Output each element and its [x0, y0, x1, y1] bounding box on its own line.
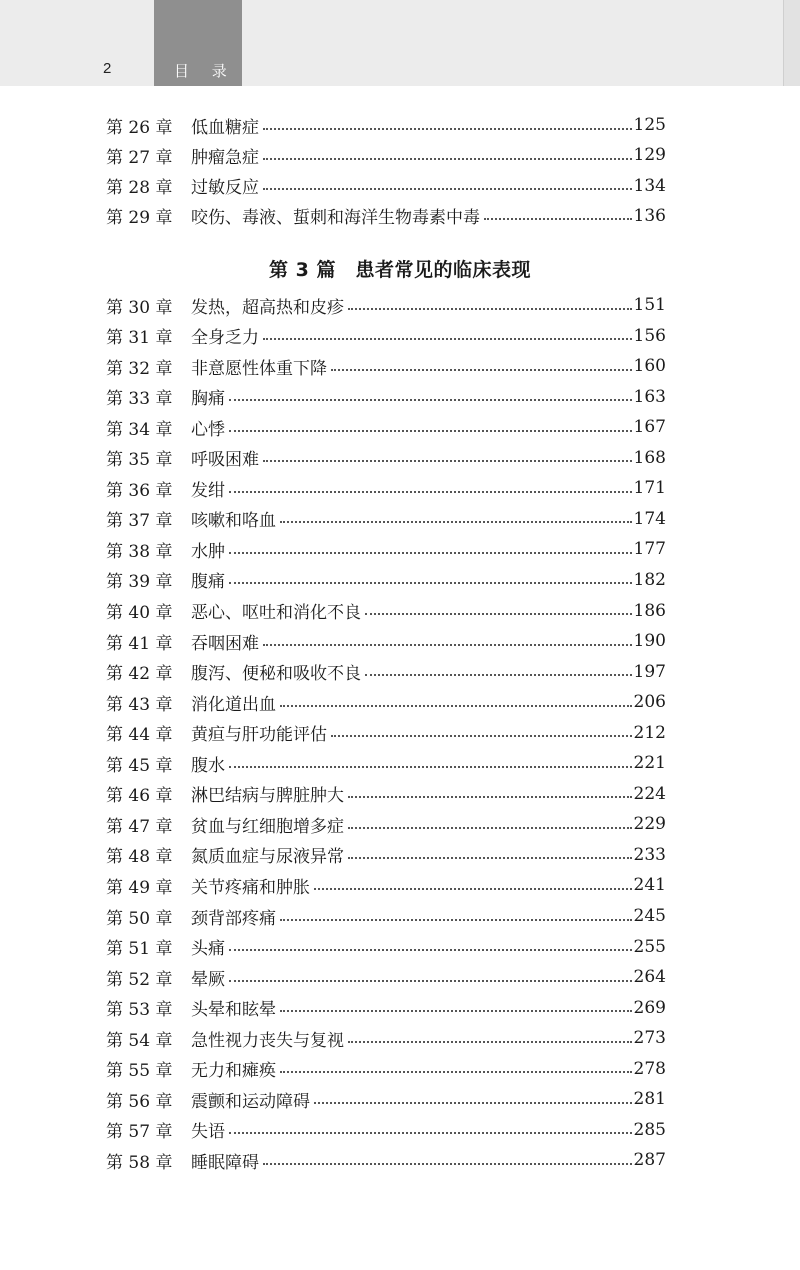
dot-leader [263, 127, 632, 130]
chapter-title: 非意愿性体重下降 [191, 358, 327, 379]
dot-leader [229, 429, 632, 432]
page-number-ref: 255 [633, 936, 666, 957]
chapter-number: 第 34 章 [106, 419, 173, 440]
page-number-ref: 241 [633, 875, 666, 896]
dot-leader [229, 948, 632, 951]
dot-leader [348, 1040, 632, 1043]
chapter-number: 第 48 章 [106, 847, 173, 868]
dot-leader [348, 795, 632, 798]
page-number-ref: 168 [633, 447, 666, 468]
toc-entry[interactable] [106, 628, 666, 654]
chapter-number: 第 31 章 [106, 328, 173, 349]
chapter-title: 睡眠障碍 [191, 1152, 259, 1173]
dot-leader [314, 1101, 632, 1104]
page-number-ref: 163 [633, 386, 666, 407]
chapter-title: 氮质血症与尿液异常 [191, 847, 344, 868]
chapter-number: 第 30 章 [106, 297, 173, 318]
page-number-ref: 278 [633, 1058, 666, 1079]
chapter-number: 第 43 章 [106, 694, 173, 715]
page-edge [783, 0, 800, 86]
dot-leader [229, 765, 632, 768]
toc-entry[interactable] [106, 384, 666, 410]
part-title: 第 3 篇 患者常见的临床表现 [269, 259, 531, 281]
page-number-ref: 245 [633, 906, 666, 926]
toc-entry[interactable] [106, 659, 666, 685]
chapter-number: 第 44 章 [106, 725, 173, 746]
page-number-ref: 197 [633, 661, 666, 682]
dot-leader [348, 826, 632, 829]
chapter-number: 第 41 章 [106, 633, 173, 654]
page-number-ref: 273 [633, 1028, 666, 1049]
chapter-number: 第 33 章 [106, 389, 173, 410]
chapter-title: 发绀 [191, 480, 225, 501]
page-number-ref: 233 [633, 844, 666, 865]
chapter-number: 第 42 章 [106, 664, 173, 685]
chapter-title: 吞咽困难 [191, 633, 259, 654]
page-number-ref: 264 [633, 967, 666, 988]
toc-entry[interactable] [106, 964, 666, 990]
page-number-ref: 151 [633, 295, 666, 315]
chapter-number: 第 51 章 [106, 939, 173, 960]
chapter-title: 消化道出血 [191, 694, 276, 715]
chapter-title: 头痛 [191, 939, 225, 960]
toc-entry[interactable] [106, 995, 666, 1021]
chapter-title: 恶心、呕吐和消化不良 [191, 603, 361, 623]
chapter-number: 第 37 章 [106, 511, 173, 532]
chapter-title: 低血糖症 [191, 117, 259, 138]
toc-entry[interactable] [106, 142, 666, 168]
page-number-ref: 281 [633, 1089, 666, 1110]
toc-entry[interactable] [106, 173, 666, 199]
chapter-title: 腹水 [191, 755, 225, 776]
page-number-ref: 287 [633, 1150, 666, 1171]
chapter-title: 过敏反应 [191, 178, 259, 199]
toc-entry[interactable] [106, 903, 666, 929]
chapter-number: 第 36 章 [106, 480, 173, 501]
chapter-title: 关节疼痛和肿胀 [191, 877, 310, 898]
toc-entry[interactable] [106, 323, 666, 349]
chapter-title: 淋巴结病与脾脏肿大 [191, 786, 344, 807]
toc-entry[interactable] [106, 445, 666, 471]
chapter-title: 无力和瘫痪 [191, 1061, 276, 1082]
dot-leader [348, 856, 632, 859]
chapter-number: 第 38 章 [106, 541, 173, 562]
toc-entry[interactable] [106, 1117, 666, 1143]
chapter-number: 第 54 章 [106, 1030, 173, 1051]
page-number-ref: 171 [633, 478, 666, 499]
dot-leader [280, 1070, 632, 1073]
dot-leader [365, 612, 632, 615]
chapter-title: 肿瘤急症 [191, 147, 259, 168]
dot-leader [365, 673, 632, 676]
dot-leader [263, 187, 632, 190]
page-number-ref: 229 [633, 814, 666, 835]
dot-leader [229, 398, 632, 401]
chapter-number: 第 45 章 [106, 755, 173, 776]
chapter-number: 第 55 章 [106, 1061, 173, 1082]
toc-entry[interactable] [106, 112, 666, 138]
toc-entry[interactable] [106, 353, 666, 379]
chapter-title: 全身乏力 [191, 328, 259, 349]
chapter-title: 震颤和运动障碍 [191, 1091, 310, 1112]
chapter-number: 第 46 章 [106, 786, 173, 807]
dot-leader [280, 1009, 632, 1012]
page-number-ref: 285 [633, 1119, 666, 1140]
toc-entry[interactable] [106, 414, 666, 440]
chapter-number: 第 39 章 [106, 572, 173, 593]
page-number-ref: 136 [633, 205, 666, 226]
toc-entry[interactable] [106, 1056, 666, 1082]
dot-leader [229, 551, 632, 554]
chapter-number: 第 35 章 [106, 450, 173, 471]
chapter-number: 第 50 章 [106, 908, 173, 929]
page-number-ref: 212 [633, 722, 666, 743]
toc-entry[interactable] [106, 781, 666, 807]
page-number-ref: 186 [633, 600, 666, 621]
chapter-title: 晕厥 [191, 969, 225, 990]
chapter-number: 第 58 章 [106, 1152, 173, 1173]
toc-entry[interactable] [106, 536, 666, 562]
toc-entry[interactable] [106, 567, 666, 593]
chapter-title: 水肿 [191, 541, 225, 562]
section-label: 目 录 [174, 62, 236, 80]
toc-entry[interactable] [106, 506, 666, 532]
page-number-ref: 134 [633, 175, 666, 196]
toc-entry[interactable] [106, 811, 666, 837]
page-number-ref: 190 [633, 631, 666, 652]
dot-leader [263, 643, 632, 646]
dot-leader [263, 157, 632, 160]
section-tab [154, 0, 242, 86]
toc-entry[interactable] [106, 292, 666, 318]
page-number-ref: 129 [633, 145, 666, 166]
chapter-number: 第 29 章 [106, 208, 173, 229]
toc-entry[interactable] [106, 475, 666, 501]
page-number-ref: 221 [633, 753, 666, 774]
dot-leader [331, 734, 632, 737]
dot-leader [229, 1131, 632, 1134]
dot-leader [484, 217, 632, 220]
chapter-number: 第 32 章 [106, 358, 173, 379]
chapter-title: 黄疸与肝功能评估 [191, 725, 327, 746]
dot-leader [280, 918, 632, 921]
chapter-number: 第 26 章 [106, 117, 173, 138]
chapter-title: 发热，超高热和皮疹 [191, 297, 344, 318]
page-number-ref: 167 [633, 417, 666, 438]
page-number-ref: 177 [633, 539, 666, 560]
chapter-title: 急性视力丧失与复视 [191, 1030, 344, 1051]
page-number-ref: 269 [633, 997, 666, 1018]
chapter-number: 第 52 章 [106, 969, 173, 990]
toc-entry[interactable] [106, 872, 666, 898]
chapter-number: 第 56 章 [106, 1091, 173, 1112]
page-number: 2 [103, 60, 112, 77]
toc-entry[interactable] [106, 203, 666, 229]
dot-leader [280, 520, 632, 523]
dot-leader [229, 581, 632, 584]
chapter-title: 心悸 [191, 419, 225, 440]
toc-entry[interactable] [106, 1086, 666, 1112]
chapter-number: 第 28 章 [106, 178, 173, 199]
page-number-ref: 125 [633, 115, 666, 135]
chapter-title: 咳嗽和咯血 [191, 511, 276, 532]
chapter-number: 第 49 章 [106, 877, 173, 898]
chapter-title: 头晕和眩晕 [191, 1000, 276, 1021]
chapter-number: 第 53 章 [106, 1000, 173, 1021]
chapter-title: 腹痛 [191, 572, 225, 593]
page-number-ref: 206 [633, 692, 666, 713]
toc-entry[interactable] [106, 689, 666, 715]
toc-entry[interactable] [106, 598, 666, 624]
chapter-number: 第 40 章 [106, 603, 173, 623]
dot-leader [263, 459, 632, 462]
toc-entry[interactable] [106, 842, 666, 868]
toc-entry[interactable] [106, 720, 666, 746]
dot-leader [263, 337, 632, 340]
chapter-title: 失语 [191, 1122, 225, 1143]
page-number-ref: 174 [633, 508, 666, 529]
chapter-title: 胸痛 [191, 389, 225, 410]
page-header [0, 0, 800, 86]
dot-leader [348, 307, 632, 310]
dot-leader [229, 490, 632, 493]
dot-leader [229, 979, 632, 982]
chapter-number: 第 27 章 [106, 147, 173, 168]
chapter-number: 第 47 章 [106, 816, 173, 837]
chapter-title: 腹泻、便秘和吸收不良 [191, 664, 361, 685]
dot-leader [263, 1162, 632, 1165]
page-number-ref: 224 [633, 783, 666, 804]
chapter-title: 咬伤、毒液、蜇刺和海洋生物毒素中毒 [191, 208, 480, 229]
page-number-ref: 160 [633, 356, 666, 377]
dot-leader [314, 887, 632, 890]
toc-entry[interactable] [106, 1147, 666, 1173]
chapter-title: 呼吸困难 [191, 450, 259, 471]
page-number-ref: 156 [633, 325, 666, 346]
chapter-title: 颈背部疼痛 [191, 908, 276, 929]
toc-entry[interactable] [106, 750, 666, 776]
dot-leader [280, 704, 632, 707]
chapter-title: 贫血与红细胞增多症 [191, 816, 344, 837]
toc-entry[interactable] [106, 934, 666, 960]
chapter-number: 第 57 章 [106, 1122, 173, 1143]
toc-entry[interactable] [106, 1025, 666, 1051]
page-number-ref: 182 [633, 569, 666, 590]
dot-leader [331, 368, 632, 371]
